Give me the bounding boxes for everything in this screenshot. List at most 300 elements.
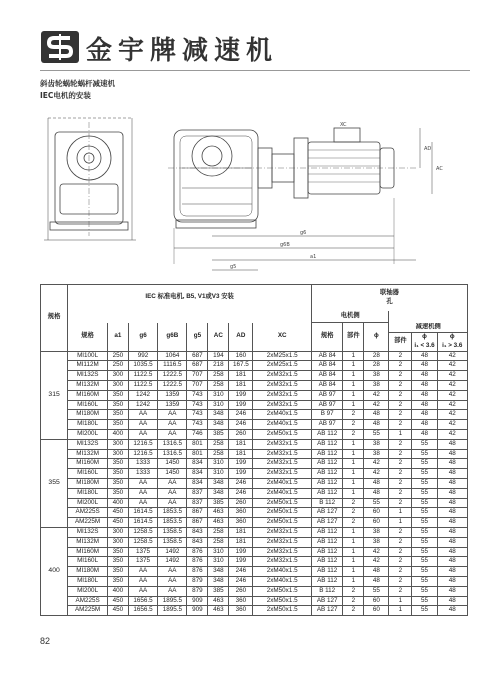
table-cell: 1222.5 — [158, 380, 187, 390]
table-cell: 246 — [229, 478, 253, 488]
table-row — [41, 518, 468, 528]
table-cell: 2 — [343, 420, 364, 430]
table-cell: 260 — [229, 498, 253, 508]
table-cell: AB 112 — [312, 459, 343, 469]
table-cell: 55 — [364, 498, 389, 508]
table-cell: 1359 — [158, 390, 187, 400]
table-cell: AB 97 — [312, 420, 343, 430]
table-cell: AB 84 — [312, 380, 343, 390]
table-cell: MI200L — [68, 498, 108, 508]
table-cell: 2 — [343, 586, 364, 596]
table-cell: 2xM32x1.5 — [253, 439, 312, 449]
table-cell: 2xM40x1.5 — [253, 478, 312, 488]
table-cell: 48 — [412, 410, 437, 420]
table-cell: 350 — [107, 576, 128, 586]
table-row — [41, 420, 468, 430]
table-cell: AB 84 — [312, 361, 343, 371]
table-cell: 348 — [208, 576, 229, 586]
page-number: 82 — [40, 636, 51, 646]
table-cell: AB 112 — [312, 576, 343, 586]
table-cell: 350 — [107, 567, 128, 577]
table-cell: 260 — [229, 586, 253, 596]
table-cell: 258 — [208, 380, 229, 390]
table-cell: 1 — [343, 361, 364, 371]
table-cell: 250 — [107, 361, 128, 371]
table-cell: 1216.5 — [128, 449, 157, 459]
table-cell: 2xM32x1.5 — [253, 459, 312, 469]
table-cell: 310 — [208, 459, 229, 469]
table-cell: MI180L — [68, 488, 108, 498]
table-row — [41, 488, 468, 498]
hole-label: 孔 — [386, 297, 393, 305]
spec-table — [40, 284, 468, 616]
table-cell: MI160M — [68, 547, 108, 557]
table-cell: 199 — [229, 400, 253, 410]
table-cell: 350 — [107, 400, 128, 410]
col-header-g6b: g6B — [158, 323, 187, 352]
table-cell: 879 — [187, 586, 208, 596]
table-cell: AB 112 — [312, 537, 343, 547]
table-cell: 350 — [107, 557, 128, 567]
table-cell: 360 — [229, 606, 253, 616]
table-cell: AB 112 — [312, 449, 343, 459]
table-cell: 55 — [412, 537, 437, 547]
table-cell: 2 — [389, 361, 412, 371]
table-cell: B 97 — [312, 410, 343, 420]
table-cell: 42 — [437, 361, 467, 371]
table-cell: 2 — [389, 527, 412, 537]
table-cell: 310 — [208, 400, 229, 410]
table-cell: AB 127 — [312, 606, 343, 616]
dim-label-a1: a1 — [310, 254, 317, 260]
table-cell: MI180M — [68, 410, 108, 420]
table-cell: 350 — [107, 469, 128, 479]
table-cell: 2xM32x1.5 — [253, 557, 312, 567]
table-cell: AB 84 — [312, 351, 343, 361]
table-cell: 2 — [389, 390, 412, 400]
table-cell: 360 — [229, 518, 253, 528]
table-cell: 2 — [389, 449, 412, 459]
table-cell: AB 112 — [312, 527, 343, 537]
table-cell: 1853.5 — [158, 518, 187, 528]
col-header-phi-high: ϕ i₁ > 3.6 — [437, 333, 467, 352]
table-row — [41, 351, 468, 361]
table-cell: AM225S — [68, 508, 108, 518]
col-header-ac: AC — [208, 323, 229, 352]
table-cell: 38 — [364, 371, 389, 381]
table-cell: 55 — [412, 576, 437, 586]
table-cell: 55 — [364, 586, 389, 596]
table-cell: 348 — [208, 567, 229, 577]
table-cell: 55 — [364, 429, 389, 439]
table-row — [41, 410, 468, 420]
table-cell: 1222.5 — [158, 371, 187, 381]
table-cell: 38 — [364, 527, 389, 537]
table-row — [41, 400, 468, 410]
table-cell: 199 — [229, 547, 253, 557]
table-cell: AB 112 — [312, 567, 343, 577]
table-cell: MI180M — [68, 567, 108, 577]
table-cell: 48 — [364, 576, 389, 586]
table-cell: 348 — [208, 420, 229, 430]
table-cell: 2 — [343, 508, 364, 518]
table-cell: 38 — [364, 449, 389, 459]
table-cell: 2xM32x1.5 — [253, 390, 312, 400]
table-cell: 463 — [208, 596, 229, 606]
table-cell: 834 — [187, 478, 208, 488]
table-cell: 258 — [208, 537, 229, 547]
table-cell: 1064 — [158, 351, 187, 361]
technical-drawing — [40, 108, 470, 280]
table-cell: 801 — [187, 439, 208, 449]
table-row — [41, 361, 468, 371]
table-cell: 48 — [437, 518, 467, 528]
table-cell: 350 — [107, 478, 128, 488]
table-cell: 2xM32x1.5 — [253, 371, 312, 381]
table-row — [41, 390, 468, 400]
table-cell: 250 — [107, 351, 128, 361]
table-cell: 55 — [412, 439, 437, 449]
table-cell: AB 97 — [312, 390, 343, 400]
table-cell: 246 — [229, 410, 253, 420]
table-cell: 463 — [208, 606, 229, 616]
table-row — [41, 567, 468, 577]
table-cell: 42 — [437, 380, 467, 390]
table-cell: B 112 — [312, 586, 343, 596]
table-cell: 258 — [208, 449, 229, 459]
table-cell: 2xM40x1.5 — [253, 420, 312, 430]
table-cell: 55 — [412, 547, 437, 557]
table-cell: 48 — [412, 390, 437, 400]
table-cell: 310 — [208, 390, 229, 400]
dim-label-ac: AC — [436, 166, 443, 172]
table-cell: 48 — [412, 361, 437, 371]
table-cell: 2 — [389, 469, 412, 479]
table-cell: 42 — [437, 390, 467, 400]
table-cell: 2 — [389, 371, 412, 381]
table-cell: AA — [128, 498, 157, 508]
table-cell: 246 — [229, 567, 253, 577]
table-cell: 310 — [208, 557, 229, 567]
table-cell: 181 — [229, 371, 253, 381]
table-row — [41, 439, 468, 449]
table-cell: 1614.5 — [128, 518, 157, 528]
table-cell: 246 — [229, 488, 253, 498]
table-cell: 42 — [437, 351, 467, 361]
header-divider — [40, 70, 470, 71]
table-cell: 55 — [412, 596, 437, 606]
coupling-label: 联轴器 — [380, 288, 399, 296]
dim-label-g6b: g6B — [280, 242, 290, 248]
table-cell: 48 — [437, 439, 467, 449]
table-cell: AA — [128, 488, 157, 498]
col-header-a1: a1 — [107, 323, 128, 352]
table-cell: MI200L — [68, 429, 108, 439]
table-cell: 909 — [187, 606, 208, 616]
table-cell: MI112M — [68, 361, 108, 371]
table-cell: 1216.5 — [128, 439, 157, 449]
table-cell: 687 — [187, 361, 208, 371]
table-cell: AA — [158, 429, 187, 439]
table-cell: 55 — [412, 586, 437, 596]
table-cell: 2 — [389, 576, 412, 586]
table-cell: 2 — [389, 488, 412, 498]
table-cell: 2xM32x1.5 — [253, 527, 312, 537]
table-cell: 199 — [229, 459, 253, 469]
table-cell: 992 — [128, 351, 157, 361]
table-cell: 1375 — [128, 557, 157, 567]
table-cell: 834 — [187, 469, 208, 479]
table-cell: 2xM25x1.5 — [253, 361, 312, 371]
table-cell: 55 — [412, 449, 437, 459]
table-cell: 42 — [364, 400, 389, 410]
table-cell: MI160L — [68, 469, 108, 479]
table-row — [41, 557, 468, 567]
table-cell: 246 — [229, 576, 253, 586]
table-cell: 48 — [437, 557, 467, 567]
table-row — [41, 508, 468, 518]
table-row — [41, 547, 468, 557]
table-cell: 1 — [343, 371, 364, 381]
table-cell: 1242 — [128, 390, 157, 400]
table-cell: 450 — [107, 508, 128, 518]
table-cell: AA — [158, 567, 187, 577]
table-cell: 48 — [437, 488, 467, 498]
table-cell: 160 — [229, 351, 253, 361]
table-cell: 1358.5 — [158, 537, 187, 547]
table-cell: AA — [128, 420, 157, 430]
table-cell: AB 97 — [312, 400, 343, 410]
table-cell: 246 — [229, 420, 253, 430]
table-cell: 60 — [364, 518, 389, 528]
dim-label-xc: XC — [340, 122, 347, 128]
table-cell: MI132S — [68, 527, 108, 537]
table-cell: MI160M — [68, 459, 108, 469]
table-cell: 1656.5 — [128, 606, 157, 616]
col-header-g6: g6 — [128, 323, 157, 352]
table-cell: 310 — [208, 547, 229, 557]
table-cell: 2xM40x1.5 — [253, 576, 312, 586]
table-cell: 38 — [364, 439, 389, 449]
table-cell: 48 — [437, 469, 467, 479]
table-cell: 55 — [412, 498, 437, 508]
table-cell: 300 — [107, 449, 128, 459]
table-cell: 60 — [364, 508, 389, 518]
table-cell: 55 — [412, 478, 437, 488]
table-cell: AB 127 — [312, 596, 343, 606]
table-cell: 1 — [343, 439, 364, 449]
table-cell: AB 127 — [312, 518, 343, 528]
table-cell: 1375 — [128, 547, 157, 557]
table-cell: AB 84 — [312, 371, 343, 381]
table-cell: MI200L — [68, 586, 108, 596]
group-size-cell: 315 — [41, 351, 68, 439]
table-cell: 181 — [229, 439, 253, 449]
table-cell: 260 — [229, 429, 253, 439]
table-cell: 2xM50x1.5 — [253, 596, 312, 606]
table-cell: 1 — [343, 478, 364, 488]
table-cell: 876 — [187, 557, 208, 567]
table-cell: 1 — [343, 567, 364, 577]
table-cell: 199 — [229, 557, 253, 567]
spec-table-body — [41, 351, 468, 616]
table-cell: 48 — [437, 527, 467, 537]
table-cell: AA — [128, 410, 157, 420]
front-view-drawing — [168, 128, 432, 270]
table-cell: 1 — [389, 429, 412, 439]
table-row — [41, 380, 468, 390]
table-cell: 746 — [187, 429, 208, 439]
table-cell: 2xM50x1.5 — [253, 606, 312, 616]
table-cell: MI160L — [68, 400, 108, 410]
table-cell: 48 — [437, 508, 467, 518]
table-cell: 1116.5 — [158, 361, 187, 371]
table-cell: 48 — [437, 498, 467, 508]
table-cell: MI180L — [68, 420, 108, 430]
table-cell: 48 — [437, 567, 467, 577]
table-cell: 743 — [187, 410, 208, 420]
table-cell: MI100L — [68, 351, 108, 361]
table-cell: 181 — [229, 537, 253, 547]
table-cell: 2xM32x1.5 — [253, 400, 312, 410]
product-subtitle: 斜齿轮蜗轮蜗杆减速机 — [40, 79, 115, 88]
table-cell: 2xM50x1.5 — [253, 429, 312, 439]
table-row — [41, 586, 468, 596]
table-cell: 181 — [229, 449, 253, 459]
table-cell: 1450 — [158, 459, 187, 469]
table-cell: AB 112 — [312, 488, 343, 498]
table-cell: 1316.5 — [158, 449, 187, 459]
table-cell: 48 — [364, 567, 389, 577]
table-cell: 42 — [437, 429, 467, 439]
table-cell: 801 — [187, 449, 208, 459]
table-cell: 707 — [187, 371, 208, 381]
table-cell: 2xM32x1.5 — [253, 449, 312, 459]
table-cell: 1333 — [128, 459, 157, 469]
table-row — [41, 371, 468, 381]
table-cell: 2 — [389, 567, 412, 577]
table-cell: 60 — [364, 596, 389, 606]
table-row — [41, 478, 468, 488]
table-cell: AA — [128, 576, 157, 586]
table-cell: AM225M — [68, 606, 108, 616]
table-cell: 38 — [364, 537, 389, 547]
table-cell: 1358.5 — [158, 527, 187, 537]
dim-label-g6: g6 — [300, 230, 307, 236]
table-cell: AA — [128, 429, 157, 439]
table-cell: 2 — [389, 410, 412, 420]
table-row — [41, 527, 468, 537]
table-cell: 1242 — [128, 400, 157, 410]
table-cell: 28 — [364, 361, 389, 371]
table-cell: 743 — [187, 420, 208, 430]
table-cell: 42 — [364, 547, 389, 557]
table-row — [41, 576, 468, 586]
table-cell: 2 — [389, 351, 412, 361]
table-cell: 1450 — [158, 469, 187, 479]
table-cell: 450 — [107, 606, 128, 616]
ratio-low-label: i₁ < 3.6 — [414, 341, 435, 349]
table-cell: 2xM50x1.5 — [253, 508, 312, 518]
table-cell: AA — [158, 410, 187, 420]
table-cell: 48 — [364, 478, 389, 488]
group-size-cell: 355 — [41, 439, 68, 527]
table-cell: AB 127 — [312, 508, 343, 518]
table-cell: 1 — [343, 449, 364, 459]
table-cell: 194 — [208, 351, 229, 361]
table-cell: 1122.5 — [128, 371, 157, 381]
table-cell: 28 — [364, 351, 389, 361]
table-cell: 48 — [364, 420, 389, 430]
table-row — [41, 498, 468, 508]
table-cell: 2 — [343, 518, 364, 528]
table-cell: 400 — [107, 586, 128, 596]
table-row — [41, 469, 468, 479]
col-header-phi-motor: ϕ — [364, 323, 389, 352]
table-cell: AB 112 — [312, 547, 343, 557]
table-cell: 909 — [187, 596, 208, 606]
table-cell: 450 — [107, 596, 128, 606]
table-cell: 867 — [187, 508, 208, 518]
col-header-model: 规格 — [68, 323, 108, 352]
table-cell: 48 — [437, 596, 467, 606]
table-cell: 2xM50x1.5 — [253, 518, 312, 528]
table-cell: 2xM32x1.5 — [253, 469, 312, 479]
table-cell: 1 — [343, 459, 364, 469]
table-cell: 867 — [187, 518, 208, 528]
table-cell: AA — [158, 586, 187, 596]
table-cell: 687 — [187, 351, 208, 361]
table-cell: 1258.5 — [128, 527, 157, 537]
table-cell: 385 — [208, 586, 229, 596]
table-cell: 385 — [208, 429, 229, 439]
table-cell: 1 — [389, 606, 412, 616]
table-cell: 300 — [107, 527, 128, 537]
table-cell: 1122.5 — [128, 380, 157, 390]
table-cell: AA — [158, 576, 187, 586]
table-cell: 2 — [389, 439, 412, 449]
table-cell: 463 — [208, 518, 229, 528]
table-cell: 181 — [229, 380, 253, 390]
table-cell: 1 — [343, 469, 364, 479]
table-cell: 48 — [364, 410, 389, 420]
table-cell: 2 — [389, 380, 412, 390]
table-cell: MI160L — [68, 557, 108, 567]
table-cell: 1035.5 — [128, 361, 157, 371]
table-cell: 707 — [187, 380, 208, 390]
table-row — [41, 449, 468, 459]
table-cell: 48 — [412, 351, 437, 361]
table-cell: 167.5 — [229, 361, 253, 371]
table-cell: 1333 — [128, 469, 157, 479]
table-cell: 42 — [364, 390, 389, 400]
table-cell: 2xM32x1.5 — [253, 547, 312, 557]
table-cell: 1 — [343, 547, 364, 557]
table-cell: 2 — [343, 498, 364, 508]
table-cell: MI160M — [68, 390, 108, 400]
table-cell: 1258.5 — [128, 537, 157, 547]
table-cell: 38 — [364, 380, 389, 390]
table-cell: 400 — [107, 498, 128, 508]
table-cell: 55 — [412, 508, 437, 518]
table-cell: 48 — [412, 420, 437, 430]
table-cell: AA — [158, 420, 187, 430]
table-cell: 1614.5 — [128, 508, 157, 518]
table-cell: 218 — [208, 361, 229, 371]
table-row — [41, 537, 468, 547]
table-cell: 55 — [412, 557, 437, 567]
table-cell: 450 — [107, 518, 128, 528]
